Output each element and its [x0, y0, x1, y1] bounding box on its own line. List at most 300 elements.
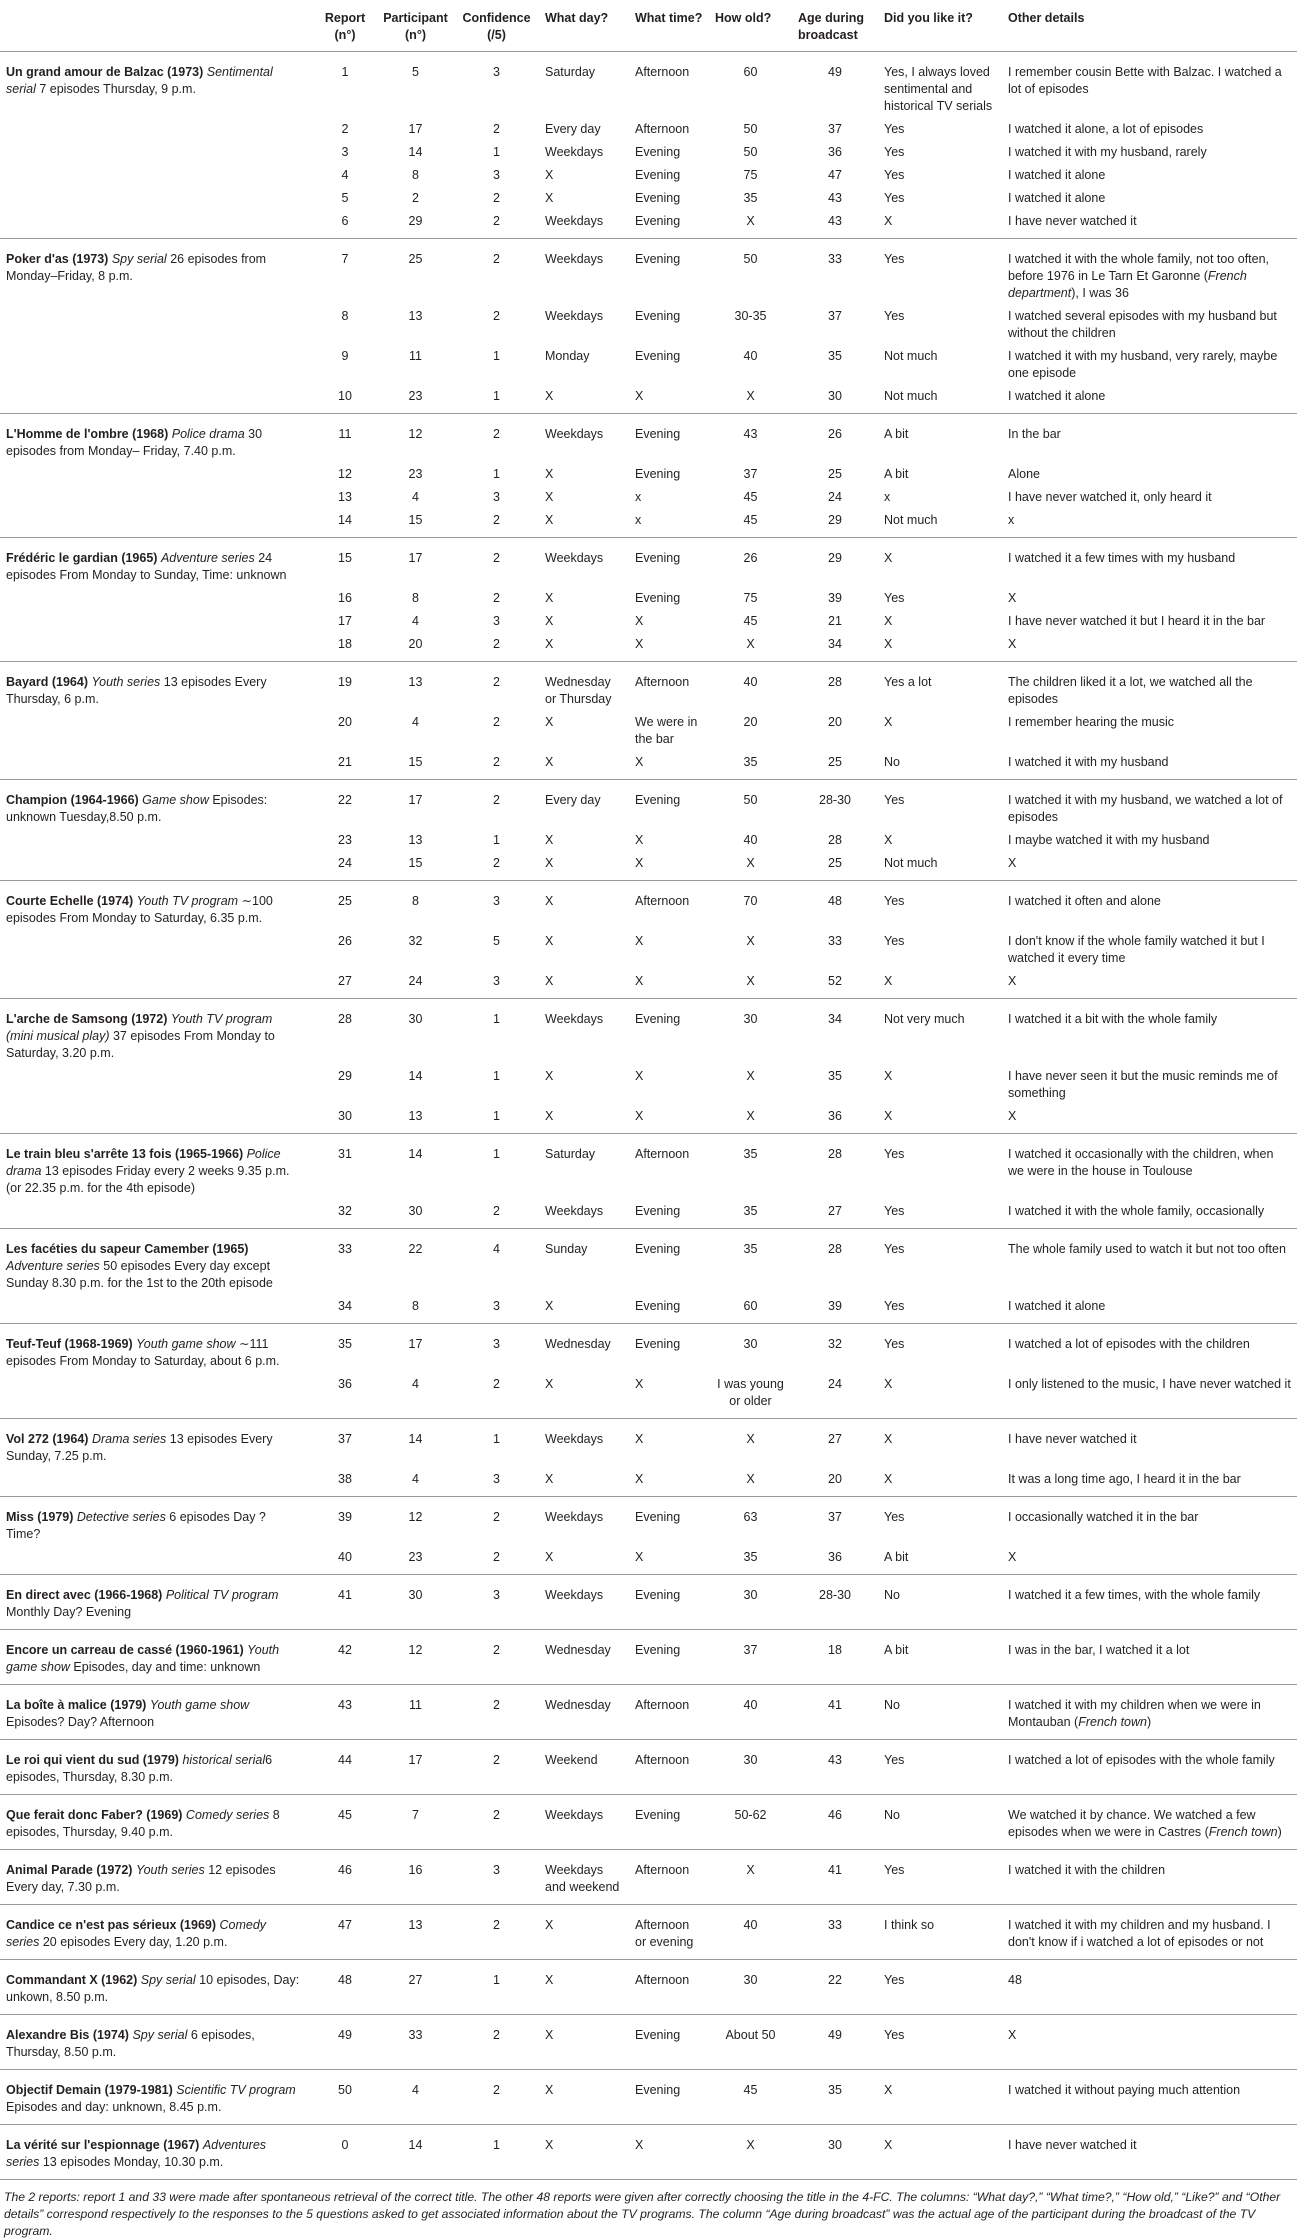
other-details-cell: I watched it with the whole family, not too often, before 1976 in Le Tarn Et Garonne (French department), I was 36 — [1008, 252, 1270, 300]
program-title: Que ferait donc Faber? (1969) — [6, 1808, 183, 1822]
did-you-like-it-cell: X — [878, 2125, 1002, 2180]
did-you-like-it-cell: No — [878, 1685, 1002, 1740]
program-title: Commandant X (1962) — [6, 1973, 138, 1987]
other-details-cell: I have never watched it but I heard it in the bar — [1008, 614, 1266, 628]
how-old-cell: 45 — [743, 490, 758, 504]
program-title: L'Homme de l'ombre (1968) — [6, 427, 169, 441]
confidence-cell: 3 — [454, 967, 539, 999]
how-old-cell: 37 — [709, 1630, 792, 1685]
how-old-cell: 35 — [709, 1197, 792, 1229]
program-cell — [0, 1324, 313, 1371]
table-row — [0, 1850, 1297, 1905]
age-during-broadcast-cell: 47 — [828, 168, 842, 182]
participant-number-cell: 8 — [412, 168, 419, 182]
program-cell — [0, 1850, 313, 1905]
program-genre: Youth game show — [6, 1643, 280, 1674]
did-you-like-it-cell: X — [878, 967, 1002, 999]
program-broadcast-info: 12 episodes Every day, 7.30 p.m. — [6, 1863, 276, 1894]
participant-number-cell: 4 — [377, 2070, 454, 2125]
table-row — [0, 52, 1297, 116]
other-details-cell: I watched it alone — [1008, 168, 1106, 182]
how-old-cell: 40 — [743, 833, 758, 847]
report-number-cell: 33 — [338, 1242, 352, 1256]
confidence-cell: 2 — [493, 1510, 500, 1524]
report-number-cell: 3 — [341, 145, 349, 159]
age-during-broadcast-cell: 34 — [828, 1012, 842, 1026]
report-number-cell: 28 — [338, 1012, 352, 1026]
participant-number-cell: 20 — [377, 630, 454, 662]
program-genre: Scientific TV program — [176, 2083, 296, 2097]
report-number-cell: 31 — [338, 1147, 352, 1161]
table-row — [0, 748, 1297, 780]
participant-number-cell: 23 — [377, 1543, 454, 1575]
other-details-cell: I watched it alone, a lot of episodes — [1008, 122, 1204, 136]
program-title: Un grand amour de Balzac (1973) — [6, 65, 204, 79]
did-you-like-it-cell: Yes — [878, 1850, 1002, 1905]
how-old-cell: 45 — [709, 2070, 792, 2125]
table-row — [0, 382, 1297, 414]
what-day-cell: X — [545, 467, 554, 481]
how-old-cell: 60 — [709, 1292, 792, 1324]
did-you-like-it-cell: Yes — [884, 1337, 905, 1351]
confidence-cell: 3 — [454, 1850, 539, 1905]
other-details-cell: I watched it alone — [1002, 1292, 1297, 1324]
table-row — [0, 138, 1297, 161]
what-day-cell: X — [539, 1370, 629, 1419]
age-during-broadcast-cell: 34 — [792, 630, 878, 662]
program-cell — [0, 662, 313, 709]
confidence-cell: 2 — [493, 191, 500, 205]
program-cell — [0, 1497, 313, 1544]
program-broadcast-info: 10 episodes, Day: unkown, 8.50 p.m. — [6, 1973, 300, 2004]
table-row — [0, 1575, 1297, 1630]
program-cell — [0, 2070, 313, 2125]
report-number-cell: 40 — [313, 1543, 377, 1575]
what-time-cell: Afternoon — [635, 122, 690, 136]
other-details-cell: I have never seen it but the music reminds me of something — [1008, 1069, 1278, 1100]
other-details-cell: 48 — [1002, 1960, 1297, 2015]
table-row — [0, 1795, 1297, 1850]
program-title: Encore un carreau de cassé (1960-1961) — [6, 1643, 244, 1657]
program-cell — [0, 1197, 313, 1229]
how-old-cell: X — [709, 1850, 792, 1905]
age-during-broadcast-cell: 33 — [792, 1905, 878, 1960]
program-cell — [0, 927, 313, 967]
report-number-cell: 20 — [338, 715, 352, 729]
program-cell — [0, 207, 313, 239]
what-day-cell: Weekdays — [545, 551, 604, 565]
did-you-like-it-cell: A bit — [878, 1543, 1002, 1575]
what-day-cell: Weekdays — [545, 309, 604, 323]
program-cell — [0, 1062, 313, 1102]
program-cell — [0, 239, 313, 303]
participant-number-cell: 8 — [412, 591, 419, 605]
what-time-cell: Afternoon — [635, 894, 690, 908]
program-cell — [0, 1630, 313, 1685]
other-details-cell: I occasionally watched it in the bar — [1008, 1510, 1199, 1524]
did-you-like-it-cell: Yes — [878, 2015, 1002, 2070]
participant-number-cell: 12 — [408, 1510, 423, 1524]
what-time-cell: Evening — [629, 2015, 709, 2070]
program-cell — [0, 607, 313, 630]
how-old-cell: 35 — [709, 748, 792, 780]
program-genre: Comedy series — [185, 1808, 270, 1822]
what-day-cell: Sunday — [545, 1242, 588, 1256]
what-day-cell: Every day — [545, 793, 601, 807]
what-time-cell: Evening — [635, 551, 681, 565]
table-row — [0, 630, 1297, 662]
report-number-cell: 42 — [313, 1630, 377, 1685]
how-old-cell: 60 — [743, 65, 758, 79]
how-old-cell: 30 — [743, 1012, 758, 1026]
report-number-cell: 23 — [338, 833, 352, 847]
program-genre: Detective series — [76, 1510, 166, 1524]
participant-number-cell: 14 — [408, 1147, 423, 1161]
table-row — [0, 1685, 1297, 1740]
how-old-cell: X — [709, 630, 792, 662]
did-you-like-it-cell: Not much — [878, 506, 1002, 538]
did-you-like-it-cell: Yes — [878, 1292, 1002, 1324]
age-during-broadcast-cell: 24 — [792, 1370, 878, 1419]
table-row — [0, 708, 1297, 748]
what-time-cell: Evening — [635, 252, 681, 266]
what-time-cell: Evening — [635, 591, 681, 605]
age-during-broadcast-cell: 39 — [828, 591, 842, 605]
program-cell — [0, 1229, 313, 1293]
age-during-broadcast-cell: 43 — [792, 207, 878, 239]
other-details-cell: I watched it with the children — [1002, 1850, 1297, 1905]
program-cell — [0, 1740, 313, 1795]
program-cell — [0, 630, 313, 662]
confidence-cell: 2 — [454, 1370, 539, 1419]
participant-number-cell: 17 — [408, 793, 423, 807]
age-during-broadcast-cell: 46 — [792, 1795, 878, 1850]
confidence-cell: 3 — [454, 1575, 539, 1630]
what-day-cell: Weekdays — [545, 145, 604, 159]
did-you-like-it-cell: A bit — [878, 1630, 1002, 1685]
did-you-like-it-cell: X — [878, 207, 1002, 239]
program-title: La boîte à malice (1979) — [6, 1698, 147, 1712]
participant-number-cell: 12 — [408, 427, 423, 441]
program-cell — [0, 999, 313, 1063]
what-day-cell: X — [545, 715, 554, 729]
program-genre: Drama series — [91, 1432, 167, 1446]
what-day-cell: Weekdays — [545, 1510, 604, 1524]
other-details-cell: I watched it with my husband, very rarely, maybe one episode — [1008, 349, 1278, 380]
table-row — [0, 538, 1297, 585]
what-time-cell: Evening — [635, 1242, 681, 1256]
how-old-cell: X — [709, 1102, 792, 1134]
program-genre: Youth game show — [136, 1337, 236, 1351]
program-cell — [0, 826, 313, 849]
table-row — [0, 2070, 1297, 2125]
age-during-broadcast-cell: 26 — [828, 427, 842, 441]
table-row — [0, 881, 1297, 928]
table-row — [0, 999, 1297, 1063]
how-old-cell: 30-35 — [734, 309, 767, 323]
how-old-cell: 43 — [743, 427, 758, 441]
participant-number-cell: 12 — [377, 1630, 454, 1685]
other-details-cell: X — [1002, 1102, 1297, 1134]
did-you-like-it-cell: X — [884, 1069, 893, 1083]
program-broadcast-info: Episodes? Day? Afternoon — [6, 1715, 155, 1729]
confidence-cell: 2 — [454, 506, 539, 538]
confidence-cell: 2 — [454, 207, 539, 239]
what-day-cell: X — [539, 1543, 629, 1575]
what-time-cell: X — [629, 849, 709, 881]
program-genre: Game show — [142, 793, 209, 807]
participant-number-cell: 15 — [377, 849, 454, 881]
report-number-cell: 8 — [341, 309, 349, 323]
did-you-like-it-cell: Yes — [884, 591, 905, 605]
confidence-cell: 2 — [493, 675, 500, 689]
age-during-broadcast-cell: 36 — [828, 145, 842, 159]
what-day-cell: Weekdays — [545, 252, 604, 266]
program-cell — [0, 1134, 313, 1198]
report-number-cell: 41 — [313, 1575, 377, 1630]
what-day-cell: X — [539, 1292, 629, 1324]
confidence-cell: 2 — [454, 1630, 539, 1685]
program-cell — [0, 1370, 313, 1419]
what-time-cell: Evening — [635, 1012, 681, 1026]
age-during-broadcast-cell: 33 — [828, 934, 842, 948]
confidence-cell: 2 — [493, 309, 500, 323]
what-time-cell: X — [629, 967, 709, 999]
table-row — [0, 184, 1297, 207]
report-number-cell: 35 — [338, 1337, 352, 1351]
program-cell — [0, 1960, 313, 2015]
did-you-like-it-cell: Yes — [884, 1147, 905, 1161]
what-day-cell: Wednesday — [539, 1630, 629, 1685]
did-you-like-it-cell: X — [884, 1432, 893, 1446]
confidence-cell: 2 — [493, 551, 500, 565]
report-number-cell: 43 — [313, 1685, 377, 1740]
age-during-broadcast-cell: 48 — [828, 894, 842, 908]
what-time-cell: X — [635, 1069, 644, 1083]
what-time-cell: X — [629, 1465, 709, 1497]
report-number-cell: 46 — [313, 1850, 377, 1905]
what-day-cell: X — [545, 894, 554, 908]
report-number-cell: 6 — [313, 207, 377, 239]
how-old-cell: 37 — [743, 467, 758, 481]
program-cell — [0, 1575, 313, 1630]
what-time-cell: Afternoon — [635, 65, 690, 79]
column-header-participant: Participant (n°) — [377, 0, 454, 52]
age-during-broadcast-cell: 43 — [792, 1740, 878, 1795]
what-time-cell: Evening — [629, 1197, 709, 1229]
participant-number-cell: 4 — [377, 1465, 454, 1497]
other-details-cell: I watched several episodes with my husband but without the children — [1008, 309, 1277, 340]
what-day-cell: X — [545, 191, 554, 205]
program-title: Courte Echelle (1974) — [6, 894, 134, 908]
other-details-cell: I don't know if the whole family watched it but I watched it every time — [1008, 934, 1265, 965]
did-you-like-it-cell: No — [878, 748, 1002, 780]
age-during-broadcast-cell: 32 — [828, 1337, 842, 1351]
confidence-cell: 3 — [493, 65, 500, 79]
what-time-cell: X — [635, 1432, 644, 1446]
column-header-what-time: What time? — [629, 0, 709, 52]
did-you-like-it-cell: x — [884, 490, 891, 504]
table-row — [0, 1292, 1297, 1324]
other-details-cell: I watched it a few times, with the whole family — [1002, 1575, 1297, 1630]
confidence-cell: 3 — [454, 1292, 539, 1324]
did-you-like-it-cell: X — [884, 715, 893, 729]
what-time-cell: Afternoon — [629, 1740, 709, 1795]
participant-number-cell: 14 — [408, 1069, 423, 1083]
what-time-cell: Evening — [629, 207, 709, 239]
table-row — [0, 1062, 1297, 1102]
column-header-other-details: Other details — [1002, 0, 1297, 52]
program-broadcast-info: 30 episodes from Monday– Friday, 7.40 p.m. — [6, 427, 263, 458]
confidence-cell: 2 — [454, 849, 539, 881]
table-row — [0, 207, 1297, 239]
what-day-cell: Wednesday or Thursday — [545, 675, 612, 706]
program-title: Alexandre Bis (1974) — [6, 2028, 129, 2042]
confidence-cell: 3 — [493, 490, 500, 504]
age-during-broadcast-cell: 41 — [792, 1685, 878, 1740]
age-during-broadcast-cell: 39 — [792, 1292, 878, 1324]
other-details-cell: I watched it with my children when we were in Montauban (French town) — [1002, 1685, 1297, 1740]
confidence-cell: 2 — [454, 1543, 539, 1575]
other-details-cell: I watched a lot of episodes with the children — [1008, 1337, 1250, 1351]
age-during-broadcast-cell: 28 — [828, 833, 842, 847]
other-details-cell: I watched it with my husband, we watched a lot of episodes — [1008, 793, 1283, 824]
program-cell — [0, 780, 313, 827]
how-old-cell: 30 — [743, 1337, 758, 1351]
participant-number-cell: 4 — [412, 715, 419, 729]
how-old-cell: 50 — [743, 122, 758, 136]
table-row — [0, 1102, 1297, 1134]
age-during-broadcast-cell: 24 — [828, 490, 842, 504]
what-time-cell: Evening — [629, 1292, 709, 1324]
program-cell — [0, 184, 313, 207]
report-number-cell: 47 — [313, 1905, 377, 1960]
what-time-cell: Afternoon — [629, 1685, 709, 1740]
program-cell — [0, 708, 313, 748]
table-header — [0, 0, 1297, 52]
program-genre: Adventure series — [6, 1259, 100, 1273]
what-day-cell: Saturday — [545, 65, 596, 79]
age-during-broadcast-cell: 52 — [792, 967, 878, 999]
program-broadcast-info: 13 episodes Every Thursday, 6 p.m. — [6, 675, 267, 706]
program-broadcast-info: 6 episodes Day ? Time? — [6, 1510, 266, 1541]
report-number-cell: 48 — [313, 1960, 377, 2015]
report-number-cell: 25 — [338, 894, 352, 908]
how-old-cell: 30 — [709, 1740, 792, 1795]
program-cell — [0, 849, 313, 881]
age-during-broadcast-cell: 25 — [792, 849, 878, 881]
confidence-cell: 2 — [454, 2070, 539, 2125]
report-number-cell: 16 — [338, 591, 352, 605]
age-during-broadcast-cell: 28-30 — [819, 793, 851, 807]
program-title: En direct avec (1966-1968) — [6, 1588, 163, 1602]
confidence-cell: 2 — [493, 715, 500, 729]
report-number-cell: 44 — [313, 1740, 377, 1795]
other-details-cell: I watched it alone — [1002, 382, 1297, 414]
report-number-cell: 36 — [313, 1370, 377, 1419]
program-broadcast-info: 37 episodes From Monday to Saturday, 3.20 p.m. — [6, 1029, 275, 1060]
what-time-cell: X — [629, 382, 709, 414]
program-broadcast-info: 24 episodes From Monday to Sunday, Time: unknown — [6, 551, 287, 582]
program-title: Champion (1964-1966) — [6, 793, 139, 807]
program-genre: Youth TV program — [136, 894, 239, 908]
what-time-cell: We were in the bar — [635, 715, 698, 746]
program-genre: Youth TV program (mini musical play) — [6, 1012, 273, 1043]
how-old-cell: X — [709, 2125, 792, 2180]
age-during-broadcast-cell: 28 — [828, 1147, 842, 1161]
table-row — [0, 662, 1297, 709]
what-time-cell: X — [629, 1543, 709, 1575]
did-you-like-it-cell: X — [884, 614, 893, 628]
did-you-like-it-cell: X — [878, 1102, 1002, 1134]
what-time-cell: Evening — [635, 427, 681, 441]
program-cell — [0, 138, 313, 161]
report-number-cell: 10 — [313, 382, 377, 414]
how-old-cell: X — [709, 1465, 792, 1497]
age-during-broadcast-cell: 20 — [828, 715, 842, 729]
program-title: Candice ce n'est pas sérieux (1969) — [6, 1918, 217, 1932]
what-time-cell: Evening — [629, 1795, 709, 1850]
program-title: Vol 272 (1964) — [6, 1432, 89, 1446]
what-time-cell: Evening — [635, 1510, 681, 1524]
confidence-cell: 2 — [454, 1197, 539, 1229]
what-time-cell: X — [629, 1102, 709, 1134]
confidence-cell: 1 — [493, 145, 500, 159]
confidence-cell: 2 — [454, 1740, 539, 1795]
report-number-cell: 14 — [313, 506, 377, 538]
participant-number-cell: 8 — [377, 1292, 454, 1324]
age-during-broadcast-cell: 27 — [792, 1197, 878, 1229]
program-cell — [0, 2015, 313, 2070]
program-cell — [0, 1102, 313, 1134]
participant-number-cell: 4 — [412, 490, 419, 504]
did-you-like-it-cell: Yes — [878, 1740, 1002, 1795]
what-time-cell: Afternoon — [635, 1147, 690, 1161]
how-old-cell: 50 — [743, 793, 758, 807]
how-old-cell: 30 — [709, 1960, 792, 2015]
report-number-cell: 21 — [313, 748, 377, 780]
program-title: Les facéties du sapeur Camember (1965) — [6, 1242, 249, 1256]
other-details-cell: I watched it often and alone — [1008, 894, 1161, 908]
participant-number-cell: 11 — [377, 1685, 454, 1740]
how-old-cell: X — [709, 382, 792, 414]
how-old-cell: 63 — [743, 1510, 758, 1524]
what-time-cell: X — [635, 614, 644, 628]
what-day-cell: Weekdays — [539, 207, 629, 239]
did-you-like-it-cell: X — [878, 2070, 1002, 2125]
report-number-cell: 4 — [341, 168, 349, 182]
program-title: Poker d'as (1973) — [6, 252, 109, 266]
report-number-cell: 37 — [338, 1432, 352, 1446]
other-details-cell: The whole family used to watch it but not too often — [1008, 1242, 1286, 1256]
program-cell — [0, 161, 313, 184]
confidence-cell: 2 — [493, 793, 500, 807]
report-number-cell: 1 — [341, 65, 349, 79]
how-old-cell: 35 — [743, 1242, 758, 1256]
age-during-broadcast-cell: 21 — [828, 614, 842, 628]
program-genre: historical serial — [182, 1753, 266, 1767]
program-cell — [0, 1905, 313, 1960]
program-cell — [0, 382, 313, 414]
participant-number-cell: 24 — [377, 967, 454, 999]
table-row — [0, 1229, 1297, 1293]
other-details-cell: I watched it with my husband — [1002, 748, 1297, 780]
what-day-cell: X — [539, 967, 629, 999]
confidence-cell: 1 — [454, 2125, 539, 2180]
table-row — [0, 780, 1297, 827]
report-number-cell: 38 — [313, 1465, 377, 1497]
age-during-broadcast-cell: 28 — [828, 675, 842, 689]
